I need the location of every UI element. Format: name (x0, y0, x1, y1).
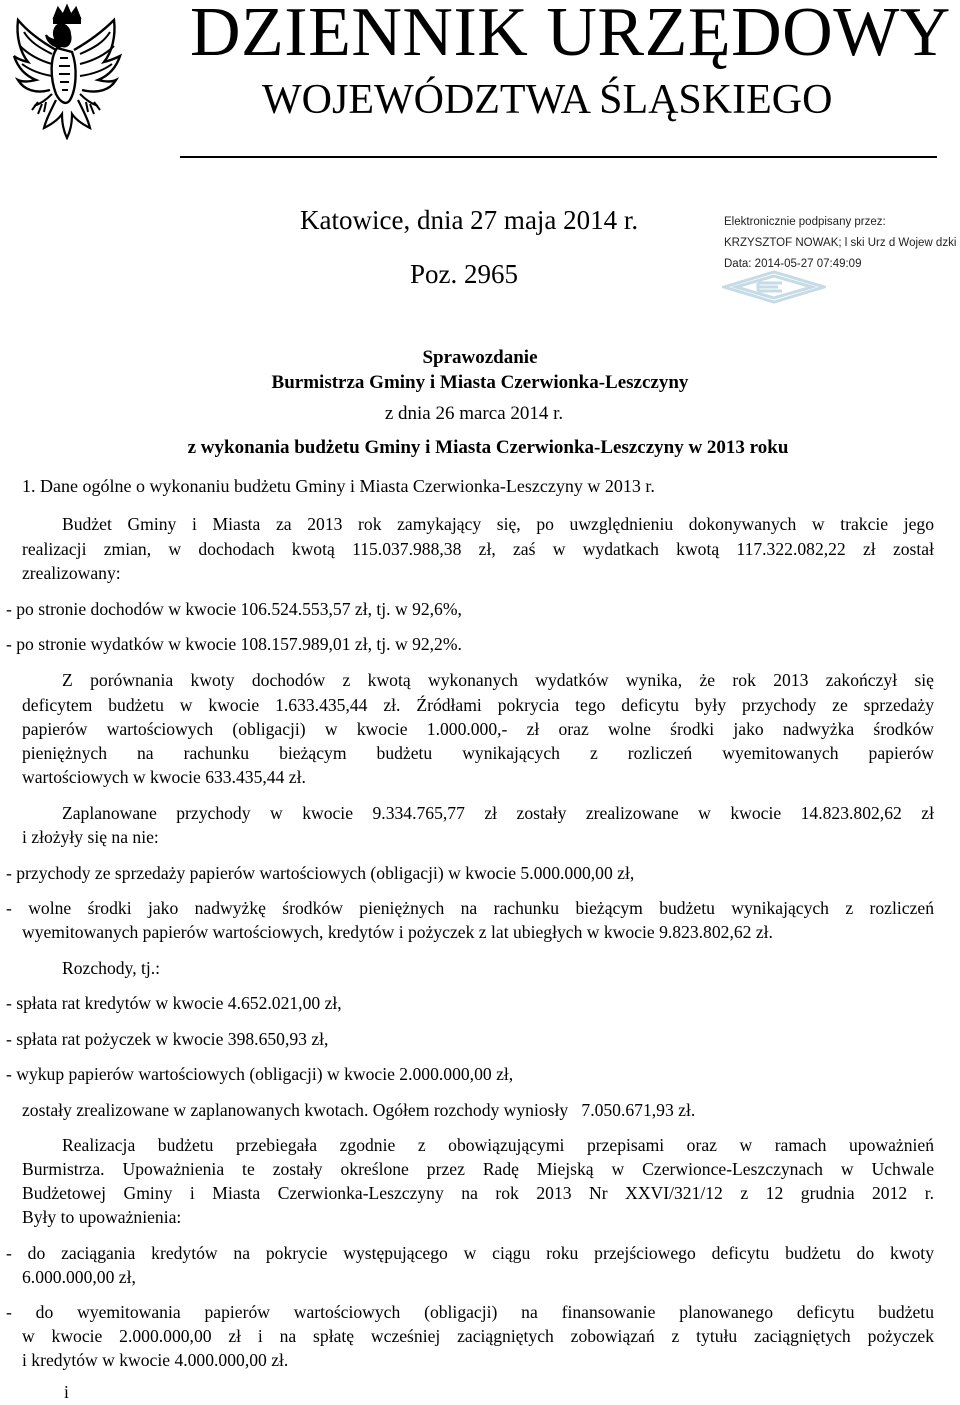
paragraph-line: pieniężnych na rachunku bieżącym budżetu wynikających z rozliczeń wyemitowanych papierów (22, 743, 934, 763)
signature-line-1: Elektronicznie podpisany przez: (724, 216, 886, 228)
paragraph-line: i złożyły się na nie: (22, 827, 159, 847)
paragraph-line: Realizacja budżetu przebiegała zgodnie z obowiązującymi przepisami oraz w ramach upoważnień (62, 1135, 934, 1155)
trailing-text: i (64, 1382, 69, 1402)
position-number: Poz. 2965 (410, 259, 518, 289)
paragraph-line: Z porównania kwoty dochodów z kwotą wykonanych wydatków wynika, że rok 2013 zakończył się (62, 670, 934, 690)
list-item-continued: w kwocie 2.000.000,00 zł i na spłatę wcześniej zaciągniętych zobowiązań z tytułu zaciągniętych pożyczek (22, 1326, 934, 1346)
paragraph-line: Rozchody, tj.: (62, 958, 161, 978)
list-item: - wykup papierów wartościowych (obligacji) w kwocie 2.000.000,00 zł, (6, 1064, 514, 1084)
paragraph-line: papierów wartościowych (obligacji) w kwocie 1.000.000,- zł oraz wolne środki jako nadwyżka środków (22, 719, 934, 739)
list-item: - po stronie dochodów w kwocie 106.524.553,57 zł, tj. w 92,6%, (6, 599, 462, 619)
signature-line-2: KRZYSZTOF NOWAK; l ski Urz d Wojew dzki (724, 237, 957, 249)
list-item-continued: 6.000.000,00 zł, (22, 1267, 136, 1287)
list-item: - przychody ze sprzedaży papierów wartościowych (obligacji) w kwocie 5.000.000,00 zł, (6, 863, 635, 883)
place-date: Katowice, dnia 27 maja 2014 r. (300, 205, 639, 235)
signature-logo-icon (722, 270, 826, 304)
header-divider (180, 156, 937, 158)
list-item: - po stronie wydatków w kwocie 108.157.989,01 zł, tj. w 92,2%. (6, 634, 462, 654)
paragraph-line: realizacji zmian, w dochodach kwotą 115.037.988,38 zł, zaś w wydatkach kwotą 117.322.082,22 zł został (22, 539, 934, 559)
paragraph-line: Burmistrza. Upoważnienia te zostały określone przez Radę Miejską w Czerwionce-Leszczynach w Uchwale (22, 1159, 934, 1179)
paragraph-line: zostały zrealizowane w zaplanowanych kwotach. Ogółem rozchody wyniosły 7.050.671,93 zł. (22, 1100, 696, 1120)
paragraph-line: Budżetowej Gminy i Miasta Czerwionka-Leszczyny na rok 2013 Nr XXVI/321/12 z 12 grudnia 2012 r. (22, 1183, 934, 1203)
section-heading: 1. Dane ogólne o wykonaniu budżetu Gminy i Miasta Czerwionka-Leszczyny w 2013 r. (22, 476, 655, 496)
electronic-signature (724, 212, 956, 275)
doc-date: z dnia 26 marca 2014 r. (384, 403, 564, 424)
list-item: - spłata rat kredytów w kwocie 4.652.021,00 zł, (6, 993, 342, 1013)
list-item-continued: i kredytów w kwocie 4.000.000,00 zł. (22, 1350, 289, 1370)
doc-author: Burmistrza Gminy i Miasta Czerwionka-Leszczyny (271, 372, 689, 393)
doc-title: Sprawozdanie (422, 347, 538, 368)
list-item: - do wyemitowania papierów wartościowych (obligacji) na finansowanie planowanego deficytu budżetu (6, 1302, 934, 1322)
doc-subject: z wykonania budżetu Gminy i Miasta Czerwionka-Leszczyny w 2013 roku (187, 437, 789, 458)
signature-line-3: Data: 2014-05-27 07:49:09 (724, 258, 862, 270)
paragraph-line: Budżet Gminy i Miasta za 2013 rok zamykający się, po uwzględnieniu dokonywanych w trakcie jego (62, 514, 934, 534)
paragraph-line: zrealizowany: (22, 563, 121, 583)
list-item: - do zaciągania kredytów na pokrycie występującego w ciągu roku przejściowego deficytu budżetu do kwoty (6, 1243, 934, 1263)
journal-title: DZIENNIK URZĘDOWY (190, 0, 951, 71)
paragraph-line: deficytem budżetu w kwocie 1.633.435,44 zł. Źródłami pokrycia tego deficytu były przychody ze sprzedaży (22, 695, 934, 715)
paragraph-line: Były to upoważnienia: (22, 1207, 182, 1227)
paragraph-line: Zaplanowane przychody w kwocie 9.334.765,77 zł zostały zrealizowane w kwocie 14.823.802,62 zł (62, 803, 934, 823)
journal-subtitle: WOJEWÓDZTWA ŚLĄSKIEGO (262, 77, 833, 123)
paragraph-line: wartościowych w kwocie 633.435,44 zł. (22, 767, 306, 787)
list-item: - wolne środki jako nadwyżkę środków pieniężnych na rachunku bieżącym budżetu wynikających z rozliczeń (6, 898, 934, 918)
eagle-emblem-icon (10, 2, 125, 140)
list-item: - spłata rat pożyczek w kwocie 398.650,93 zł, (6, 1029, 329, 1049)
list-item-continued: wyemitowanych papierów wartościowych, kredytów i pożyczek z lat ubiegłych w kwocie 9.823.802,62 zł. (22, 922, 773, 942)
